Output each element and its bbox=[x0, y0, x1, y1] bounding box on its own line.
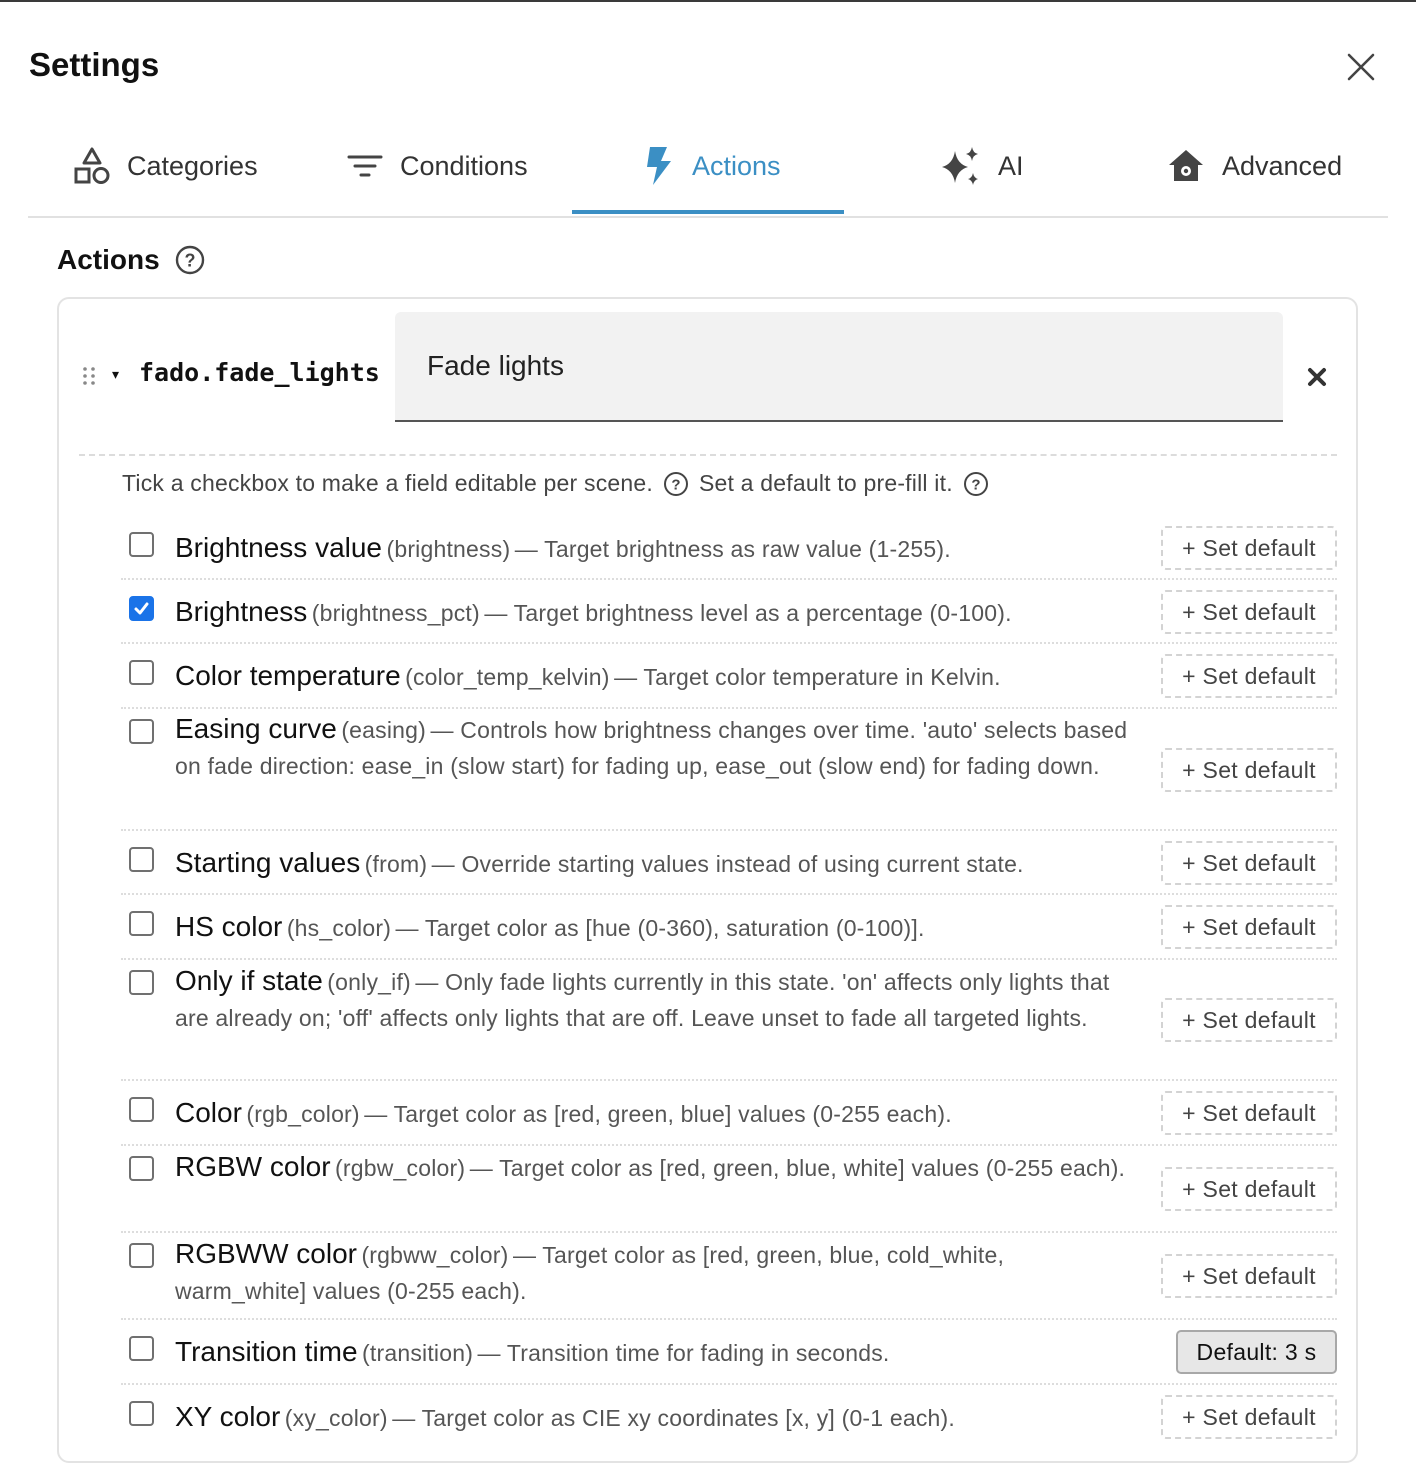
sparkles-icon bbox=[938, 145, 982, 187]
section-header bbox=[57, 244, 206, 276]
field-desc: — Target color as [red, green, blue, white] values (0-255 each). bbox=[469, 1155, 1126, 1181]
field-description bbox=[175, 846, 1135, 884]
drag-handle-icon bbox=[82, 366, 96, 386]
field-label: Only if state bbox=[175, 965, 323, 996]
set-default-button[interactable]: + Set default bbox=[1161, 590, 1337, 634]
tab-label: Categories bbox=[127, 150, 258, 181]
close-button[interactable] bbox=[1340, 46, 1382, 88]
help-icon[interactable] bbox=[963, 471, 989, 497]
shapes-icon bbox=[73, 146, 111, 186]
field-key: (hs_color) bbox=[286, 915, 392, 941]
dialog-title: Settings bbox=[29, 46, 160, 83]
hint-checkbox-text: Tick a checkbox to make a field editable per scene. bbox=[122, 470, 653, 496]
field-description bbox=[175, 910, 1135, 948]
tab-categories[interactable] bbox=[73, 118, 258, 214]
svg-text:?: ? bbox=[184, 250, 196, 271]
default-value-button[interactable]: Default: 3 s bbox=[1176, 1330, 1337, 1374]
field-desc: — Target brightness level as a percentage (0-100). bbox=[484, 600, 1012, 626]
set-default-button[interactable]: + Set default bbox=[1161, 1091, 1337, 1135]
field-label: Brightness value bbox=[175, 532, 383, 563]
field-key: (xy_color) bbox=[284, 1405, 388, 1431]
remove-action-button[interactable] bbox=[1306, 366, 1328, 393]
field-checkbox[interactable] bbox=[129, 1243, 154, 1268]
remove-icon bbox=[1306, 366, 1328, 388]
field-desc: — Target color as [hue (0-360), saturation (0-100)]. bbox=[395, 915, 925, 941]
field-label: Brightness bbox=[175, 596, 308, 627]
home-cog-icon bbox=[1166, 146, 1206, 186]
tab-label: Advanced bbox=[1222, 150, 1343, 181]
field-checkbox[interactable] bbox=[129, 911, 154, 936]
field-row bbox=[121, 1320, 1337, 1385]
field-row bbox=[121, 1385, 1337, 1450]
set-default-button[interactable]: + Set default bbox=[1161, 1167, 1337, 1211]
action-name-input[interactable] bbox=[395, 312, 1283, 422]
field-label: Transition time bbox=[175, 1336, 358, 1367]
field-row bbox=[121, 831, 1337, 895]
field-label: Easing curve bbox=[175, 713, 337, 744]
field-desc: — Target color as [red, green, blue] values (0-255 each). bbox=[364, 1101, 952, 1127]
field-desc: — Controls how brightness changes over time. 'auto' selects based on fade direction: ease_in (slow start) for fading up, ease_out (slow end) for fading down. bbox=[175, 717, 1128, 779]
field-checkbox[interactable] bbox=[129, 1156, 154, 1181]
hint-default-text: Set a default to pre-fill it. bbox=[698, 470, 953, 496]
field-row bbox=[121, 516, 1337, 580]
tab-conditions[interactable] bbox=[346, 118, 528, 214]
field-description bbox=[175, 1335, 1135, 1373]
field-checkbox[interactable] bbox=[129, 660, 154, 685]
set-default-button[interactable]: + Set default bbox=[1161, 748, 1337, 792]
field-row bbox=[121, 1233, 1337, 1320]
collapse-caret-icon[interactable]: ▾ bbox=[112, 366, 120, 382]
tab-label: AI bbox=[998, 150, 1024, 181]
field-desc: — Target color temperature in Kelvin. bbox=[614, 664, 1001, 690]
field-key: (easing) bbox=[341, 717, 427, 743]
field-checkbox[interactable] bbox=[129, 596, 154, 621]
window-top-edge bbox=[0, 0, 1416, 2]
svg-text:?: ? bbox=[671, 476, 681, 493]
checkmark-icon bbox=[133, 600, 150, 617]
field-description bbox=[175, 1096, 1135, 1134]
field-description bbox=[175, 659, 1135, 697]
field-checkbox[interactable] bbox=[129, 970, 154, 995]
field-desc: — Target color as CIE xy coordinates [x, y] (0-1 each). bbox=[392, 1405, 956, 1431]
filter-icon bbox=[346, 146, 384, 186]
divider bbox=[79, 454, 1337, 456]
field-label: Color temperature bbox=[175, 660, 401, 691]
field-checkbox[interactable] bbox=[129, 532, 154, 557]
set-default-button[interactable]: + Set default bbox=[1161, 905, 1337, 949]
field-label: Starting values bbox=[175, 847, 361, 878]
field-description bbox=[175, 1237, 1135, 1311]
tab-advanced[interactable] bbox=[1166, 118, 1342, 214]
field-row bbox=[121, 960, 1337, 1081]
field-description bbox=[175, 1150, 1135, 1188]
field-key: (from) bbox=[364, 851, 428, 877]
field-key: (brightness) bbox=[386, 536, 511, 562]
field-key: (transition) bbox=[362, 1340, 474, 1366]
field-checkbox[interactable] bbox=[129, 1401, 154, 1426]
set-default-button[interactable]: + Set default bbox=[1161, 526, 1337, 570]
set-default-button[interactable]: + Set default bbox=[1161, 841, 1337, 885]
set-default-button[interactable]: + Set default bbox=[1161, 998, 1337, 1042]
svg-text:?: ? bbox=[971, 476, 981, 493]
fields-hint bbox=[122, 470, 989, 497]
tab-label: Conditions bbox=[400, 150, 528, 181]
field-key: (rgb_color) bbox=[246, 1101, 360, 1127]
field-key: (rgbw_color) bbox=[335, 1155, 466, 1181]
field-description bbox=[175, 964, 1135, 1038]
field-desc: — Transition time for fading in seconds. bbox=[477, 1340, 890, 1366]
field-desc: — Only fade lights currently in this state. 'on' affects only lights that are already on; 'off' affects only lights that are off. Leave unset to fade all targeted lights. bbox=[175, 969, 1110, 1031]
field-row bbox=[121, 644, 1337, 709]
field-key: (rgbww_color) bbox=[361, 1242, 509, 1268]
field-checkbox[interactable] bbox=[129, 1336, 154, 1361]
active-tab-indicator bbox=[572, 210, 844, 214]
field-label: HS color bbox=[175, 911, 283, 942]
field-description bbox=[175, 531, 1135, 569]
field-label: XY color bbox=[175, 1401, 281, 1432]
field-key: (brightness_pct) bbox=[311, 600, 480, 626]
field-desc: — Override starting values instead of using current state. bbox=[431, 851, 1024, 877]
field-row bbox=[121, 895, 1337, 960]
set-default-button[interactable]: + Set default bbox=[1161, 1395, 1337, 1439]
field-desc: — Target color as [red, green, blue, cold_white, warm_white] values (0-255 each). bbox=[175, 1242, 1005, 1304]
tab-actions[interactable] bbox=[640, 118, 781, 214]
field-checkbox[interactable] bbox=[129, 719, 154, 744]
field-description bbox=[175, 1400, 1135, 1438]
field-checkbox[interactable] bbox=[129, 1097, 154, 1122]
field-key: (only_if) bbox=[327, 969, 411, 995]
action-identifier: fado.fade_lights bbox=[139, 358, 380, 387]
close-icon bbox=[1340, 46, 1382, 88]
field-label: Color bbox=[175, 1097, 242, 1128]
field-row bbox=[121, 709, 1337, 831]
help-icon[interactable] bbox=[174, 244, 206, 276]
field-row bbox=[121, 1146, 1337, 1233]
lightning-icon bbox=[640, 145, 676, 187]
help-icon[interactable] bbox=[663, 471, 689, 497]
field-desc: — Target brightness as raw value (1-255). bbox=[514, 536, 951, 562]
tab-label: Actions bbox=[692, 150, 781, 181]
field-description bbox=[175, 595, 1135, 633]
field-key: (color_temp_kelvin) bbox=[405, 664, 610, 690]
field-checkbox[interactable] bbox=[129, 847, 154, 872]
tab-bar bbox=[28, 118, 1388, 218]
drag-handle[interactable] bbox=[82, 366, 96, 391]
set-default-button[interactable]: + Set default bbox=[1161, 1254, 1337, 1298]
field-label: RGBWW color bbox=[175, 1238, 357, 1269]
field-label: RGBW color bbox=[175, 1151, 331, 1182]
field-list bbox=[121, 516, 1337, 1450]
field-row bbox=[121, 1081, 1337, 1146]
set-default-button[interactable]: + Set default bbox=[1161, 654, 1337, 698]
section-title: Actions bbox=[57, 244, 160, 275]
field-description bbox=[175, 712, 1135, 786]
tab-ai[interactable] bbox=[938, 118, 1024, 214]
field-row bbox=[121, 580, 1337, 644]
